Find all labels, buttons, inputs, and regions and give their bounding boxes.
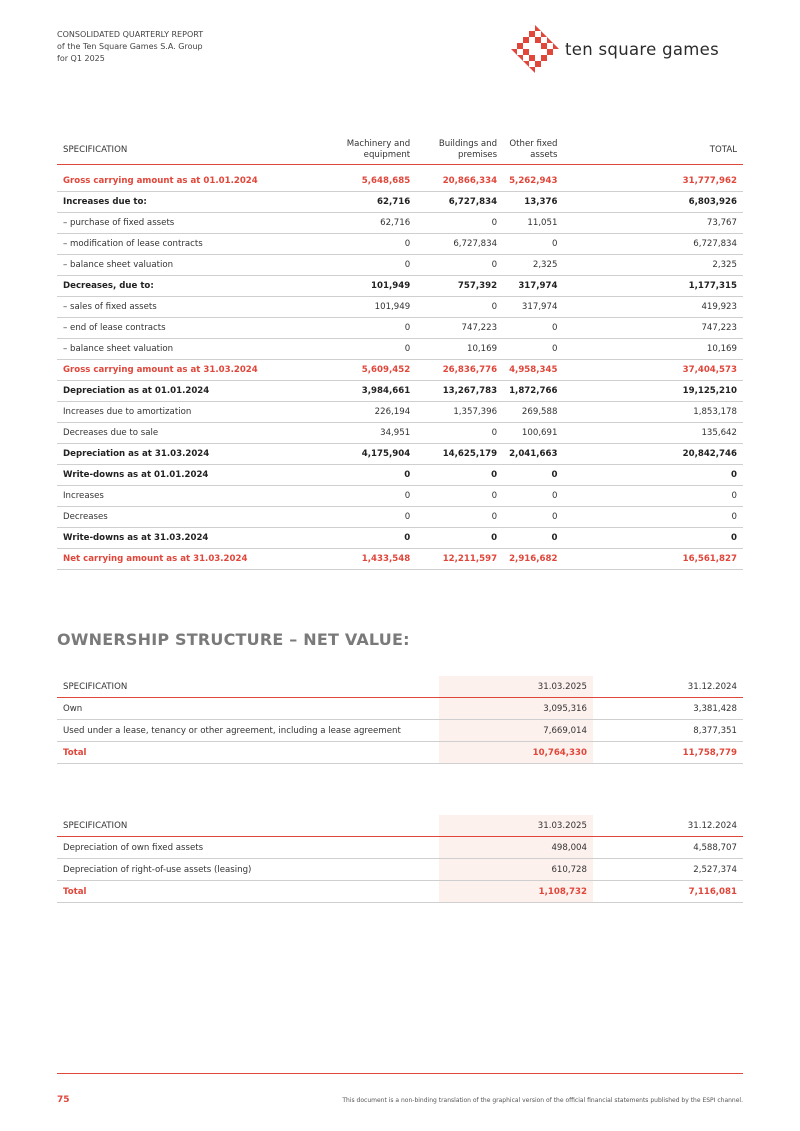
- table-cell: 37,404,573: [657, 360, 743, 381]
- table-cell: 317,974: [503, 297, 657, 318]
- header-line-3: for Q1 2025: [57, 54, 105, 63]
- table-row: [57, 360, 743, 381]
- table-cell: 6,727,834: [657, 234, 743, 255]
- logo-text: ten square games: [565, 39, 719, 59]
- logo-check-cell: [535, 25, 541, 31]
- table-cell: 0: [328, 234, 416, 255]
- table-cell: 1,853,178: [657, 402, 743, 423]
- table-cell: 1,433,548: [328, 549, 416, 570]
- column-header: 31.03.2025: [439, 676, 593, 698]
- table-row: [57, 486, 743, 507]
- table-cell: 6,727,834: [416, 234, 503, 255]
- table-row: [57, 255, 743, 276]
- table-row: [57, 423, 743, 444]
- row-label: Write-downs as at 31.03.2024: [57, 528, 328, 549]
- table-cell: 0: [416, 528, 503, 549]
- table-cell: 3,381,428: [593, 698, 743, 720]
- table-cell: 3,095,316: [439, 698, 593, 720]
- fixed-assets-table-body: [57, 165, 743, 570]
- table-cell: 0: [328, 528, 416, 549]
- logo-check-cell: [517, 55, 523, 61]
- table-cell: 0: [328, 486, 416, 507]
- row-label: – balance sheet valuation: [57, 339, 328, 360]
- table-row: [57, 165, 743, 192]
- table-cell: 12,211,597: [416, 549, 503, 570]
- logo-check-cell: [517, 31, 523, 37]
- ownership-table-body: [57, 698, 743, 764]
- header-line-2: of the Ten Square Games S.A. Group: [57, 42, 203, 51]
- table-row: [57, 297, 743, 318]
- ownership-table: [57, 676, 743, 764]
- logo-check-cell: [535, 61, 541, 67]
- section-title: OWNERSHIP STRUCTURE – NET VALUE:: [57, 630, 410, 649]
- logo-check-cell: [553, 43, 559, 49]
- table-cell: 0: [328, 507, 416, 528]
- column-header: 31.12.2024: [593, 815, 743, 837]
- table-row: [57, 192, 743, 213]
- row-label: Increases: [57, 486, 328, 507]
- table-cell: 13,376: [503, 192, 657, 213]
- logo-check-cell: [553, 55, 559, 61]
- depreciation-table-body: [57, 837, 743, 903]
- logo-check-cell: [553, 67, 559, 73]
- logo-check-cell: [547, 61, 553, 67]
- table-cell: 4,588,707: [593, 837, 743, 859]
- table-row: [57, 881, 743, 903]
- table-cell: 31,777,962: [657, 165, 743, 192]
- column-header: TOTAL: [657, 136, 743, 165]
- table-cell: 100,691: [503, 423, 657, 444]
- logo-check-cell: [517, 67, 523, 73]
- table-cell: 6,727,834: [416, 192, 503, 213]
- table-cell: 62,716: [328, 192, 416, 213]
- table-cell: 1,177,315: [657, 276, 743, 297]
- table-cell: 26,836,776: [416, 360, 503, 381]
- logo-check-cell: [541, 67, 547, 73]
- table-row: [57, 528, 743, 549]
- table-row: [57, 859, 743, 881]
- table-cell: 7,116,081: [593, 881, 743, 903]
- table-cell: 0: [416, 213, 503, 234]
- table-cell: 0: [328, 339, 416, 360]
- table-row: [57, 507, 743, 528]
- table-cell: 20,842,746: [657, 444, 743, 465]
- table-row: [57, 698, 743, 720]
- row-label: Write-downs as at 01.01.2024: [57, 465, 328, 486]
- column-header: Machinery and equipment: [328, 136, 416, 165]
- table-cell: 19,125,210: [657, 381, 743, 402]
- table-row: [57, 465, 743, 486]
- table-header-row: [57, 815, 743, 837]
- column-header: 31.12.2024: [593, 676, 743, 698]
- table-row: [57, 381, 743, 402]
- table-row: [57, 837, 743, 859]
- logo-check-cell: [517, 43, 523, 49]
- row-label: Used under a lease, tenancy or other agreement, including a lease agreement: [57, 720, 439, 742]
- fixed-assets-table: [57, 136, 743, 570]
- row-label: Depreciation of right-of-use assets (leasing): [57, 859, 439, 881]
- table-row: [57, 742, 743, 764]
- table-cell: 7,669,014: [439, 720, 593, 742]
- table-cell: 0: [416, 507, 503, 528]
- table-cell: 0: [503, 528, 657, 549]
- column-header: SPECIFICATION: [57, 815, 439, 837]
- footer-divider: [57, 1073, 743, 1074]
- row-label: Own: [57, 698, 439, 720]
- table-cell: 8,377,351: [593, 720, 743, 742]
- table-cell: 0: [503, 486, 657, 507]
- table-cell: 101,949: [328, 297, 416, 318]
- table-cell: 0: [416, 465, 503, 486]
- table-cell: 10,764,330: [439, 742, 593, 764]
- table-cell: 4,175,904: [328, 444, 416, 465]
- table-cell: 5,609,452: [328, 360, 416, 381]
- table-header-row: [57, 136, 743, 165]
- table-cell: 135,642: [657, 423, 743, 444]
- table-cell: 10,169: [657, 339, 743, 360]
- report-header: [57, 29, 203, 65]
- table-cell: 5,262,943: [503, 165, 657, 192]
- depreciation-table: [57, 815, 743, 903]
- logo-check-cell: [547, 37, 553, 43]
- table-cell: 269,588: [503, 402, 657, 423]
- table-cell: 16,561,827: [657, 549, 743, 570]
- table-row: [57, 444, 743, 465]
- checkered-diamond-logo-icon: [511, 25, 559, 73]
- logo-check-cell: [529, 55, 535, 61]
- logo-check-cell: [523, 25, 529, 31]
- row-label: – sales of fixed assets: [57, 297, 328, 318]
- row-label: Gross carrying amount as at 31.03.2024: [57, 360, 328, 381]
- table-cell: 11,758,779: [593, 742, 743, 764]
- table-row: [57, 339, 743, 360]
- logo-check-cell: [547, 25, 553, 31]
- footer-note: This document is a non-binding translation of the graphical version of the official financial statements published by the ESPI channel.: [342, 1097, 743, 1104]
- table-row: [57, 318, 743, 339]
- table-cell: 62,716: [328, 213, 416, 234]
- table-row: [57, 720, 743, 742]
- table-cell: 747,223: [657, 318, 743, 339]
- logo-check-cell: [529, 31, 535, 37]
- table-cell: 73,767: [657, 213, 743, 234]
- table-cell: 5,648,685: [328, 165, 416, 192]
- logo-check-cell: [511, 37, 517, 43]
- table-cell: 13,267,783: [416, 381, 503, 402]
- table-cell: 2,325: [503, 255, 657, 276]
- logo-check-cell: [541, 43, 547, 49]
- column-header: SPECIFICATION: [57, 136, 328, 165]
- row-label: Depreciation as at 01.01.2024: [57, 381, 328, 402]
- table-cell: 0: [416, 255, 503, 276]
- table-cell: 2,325: [657, 255, 743, 276]
- logo-check-cell: [541, 31, 547, 37]
- logo-check-cell: [541, 55, 547, 61]
- table-cell: 0: [503, 507, 657, 528]
- logo-check-cell: [523, 37, 529, 43]
- table-cell: 11,051: [503, 213, 657, 234]
- row-label: Total: [57, 881, 439, 903]
- table-cell: 0: [416, 423, 503, 444]
- row-label: Total: [57, 742, 439, 764]
- logo-check-cell: [523, 49, 529, 55]
- table-row: [57, 549, 743, 570]
- table-cell: 610,728: [439, 859, 593, 881]
- table-cell: 10,169: [416, 339, 503, 360]
- table-cell: 6,803,926: [657, 192, 743, 213]
- table-cell: 0: [328, 318, 416, 339]
- table-row: [57, 276, 743, 297]
- company-logo: [511, 25, 719, 73]
- column-header: Other fixed assets: [503, 136, 657, 165]
- table-cell: 0: [657, 486, 743, 507]
- table-cell: 317,974: [503, 276, 657, 297]
- table-cell: 2,041,663: [503, 444, 657, 465]
- table-cell: 14,625,179: [416, 444, 503, 465]
- row-label: – balance sheet valuation: [57, 255, 328, 276]
- row-label: – end of lease contracts: [57, 318, 328, 339]
- table-cell: 34,951: [328, 423, 416, 444]
- column-header: Buildings and premises: [416, 136, 503, 165]
- table-cell: 4,958,345: [503, 360, 657, 381]
- row-label: – purchase of fixed assets: [57, 213, 328, 234]
- page-number: 75: [57, 1095, 70, 1105]
- row-label: Decreases: [57, 507, 328, 528]
- table-cell: 419,923: [657, 297, 743, 318]
- header-line-1: CONSOLIDATED QUARTERLY REPORT: [57, 30, 204, 39]
- row-label: Decreases, due to:: [57, 276, 328, 297]
- table-cell: 0: [657, 528, 743, 549]
- table-row: [57, 213, 743, 234]
- row-label: Depreciation as at 31.03.2024: [57, 444, 328, 465]
- table-cell: 0: [328, 255, 416, 276]
- logo-check-cell: [511, 25, 517, 31]
- table-cell: 226,194: [328, 402, 416, 423]
- logo-check-cell: [547, 49, 553, 55]
- table-cell: 0: [657, 507, 743, 528]
- logo-check-cell: [511, 49, 517, 55]
- table-cell: 0: [416, 297, 503, 318]
- row-label: Decreases due to sale: [57, 423, 328, 444]
- table-cell: 0: [503, 318, 657, 339]
- table-cell: 0: [503, 465, 657, 486]
- row-label: Depreciation of own fixed assets: [57, 837, 439, 859]
- table-cell: 747,223: [416, 318, 503, 339]
- table-cell: 1,357,396: [416, 402, 503, 423]
- logo-check-cell: [535, 37, 541, 43]
- row-label: Increases due to:: [57, 192, 328, 213]
- logo-check-cell: [523, 61, 529, 67]
- table-cell: 0: [657, 465, 743, 486]
- table-cell: 498,004: [439, 837, 593, 859]
- table-cell: 3,984,661: [328, 381, 416, 402]
- logo-check-cell: [553, 31, 559, 37]
- row-label: – modification of lease contracts: [57, 234, 328, 255]
- table-header-row: [57, 676, 743, 698]
- table-cell: 1,108,732: [439, 881, 593, 903]
- table-cell: 20,866,334: [416, 165, 503, 192]
- column-header: SPECIFICATION: [57, 676, 439, 698]
- table-row: [57, 234, 743, 255]
- table-cell: 757,392: [416, 276, 503, 297]
- table-cell: 2,916,682: [503, 549, 657, 570]
- row-label: Increases due to amortization: [57, 402, 328, 423]
- table-cell: 101,949: [328, 276, 416, 297]
- column-header: 31.03.2025: [439, 815, 593, 837]
- table-cell: 0: [328, 465, 416, 486]
- table-cell: 2,527,374: [593, 859, 743, 881]
- logo-check-cell: [529, 67, 535, 73]
- table-cell: 0: [503, 339, 657, 360]
- row-label: Net carrying amount as at 31.03.2024: [57, 549, 328, 570]
- table-cell: 1,872,766: [503, 381, 657, 402]
- row-label: Gross carrying amount as at 01.01.2024: [57, 165, 328, 192]
- table-cell: 0: [416, 486, 503, 507]
- table-cell: 0: [503, 234, 657, 255]
- logo-check-cell: [511, 61, 517, 67]
- table-row: [57, 402, 743, 423]
